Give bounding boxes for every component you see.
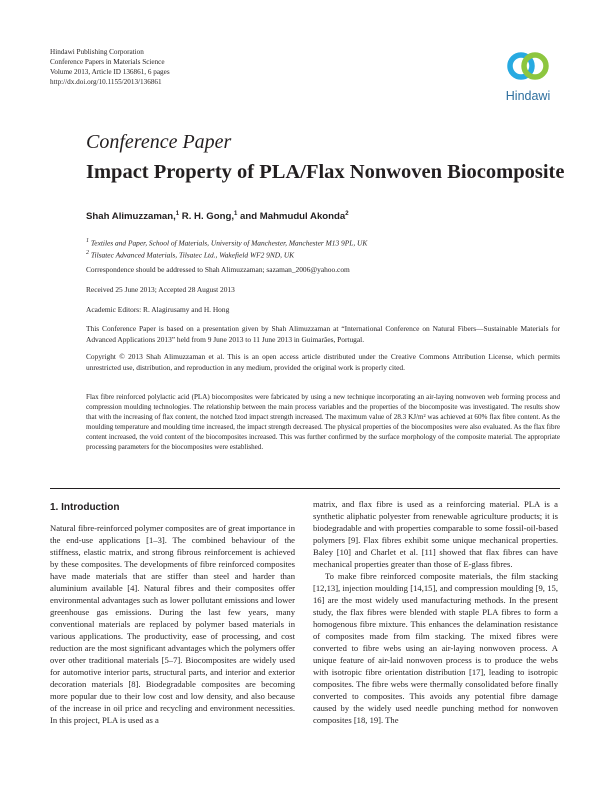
author-3-affil: 2 (345, 211, 349, 217)
volume-line: Volume 2013, Article ID 136861, 6 pages (50, 68, 170, 76)
received-dates: Received 25 June 2013; Accepted 28 August 2013 (86, 285, 235, 294)
conference-note: This Conference Paper is based on a presentation given by Shah Alimuzzaman at “International Conference on Natural Fibers—Sustainable Materials for Advanced Applications 2013” held from 9 June 2013 to 11 June 2013 in Guimarães, Portugal. (86, 324, 560, 344)
doi-link[interactable]: http://dx.doi.org/10.1155/2013/136861 (50, 78, 162, 86)
logo-wordmark: Hindawi (505, 89, 551, 103)
author-1-affil: 1 (175, 211, 180, 217)
abstract: Flax fibre reinforced polylactic acid (PLA) biocomposites were fabricated by using a new technique incorporating an air-laying nonwoven web forming process and compression moulding technologies. The relationship between the main process variables and the properties of the biocomposite was investigated. The results show that with the increasing of flax content, the notched Izod impact strength increased. The maximum value of 28.3 KJ/m² was achieved at 60% flax fibre content. As the moulding temperature and moulding time increased, the impact strength decreased. The physical properties of the biocomposites were also evaluated. As the flax fibre content increased, the void content of the biocomposites increased. This was further confirmed by the surface morphology of the composite material. The appropriate processing parameters for the biocomposites were established. (86, 393, 560, 451)
author-1: Shah Alimuzzaman, (86, 211, 176, 223)
affiliation-1-marker: 1 (86, 238, 89, 244)
affiliation-2 (86, 248, 367, 260)
affiliation-2-marker: 2 (86, 250, 89, 257)
intro-paragraph-2: To make fibre reinforced composite materials, the film stacking [12,13], injection moulding [14,15], and compression moulding [9, 15, 16] are the most widely used manufacturing methods. In the present study, the flax fibres were blended with staple PLA fibres to form a homogenous fibre mixture. This enhances the delamination resistance of composites made from film stacking. The mixed fibres were converted to fibre webs using an air-laying nonwoven process. A unique feature of air-laid nonwoven process is to produce the webs with isotropic fibre orientation distribution [17], leading to isotropic composites. The fibre webs were thermally consolidated before finally converted to composites. This avoids any potential fibre damage caused by the widely used needle punching method for nonwoven composites [18, 19]. The (313, 571, 558, 725)
affiliation-1 (86, 236, 367, 248)
correspondence: Correspondence should be addressed to Shah Alimuzzaman; sazaman_2006@yahoo.com (86, 265, 350, 274)
hindawi-logo-icon (496, 46, 560, 104)
paper-type: Conference Paper (86, 131, 232, 153)
left-column (50, 522, 295, 726)
paper-title: Impact Property of PLA/Flax Nonwoven Biocomposite (86, 161, 565, 183)
hindawi-logo (496, 46, 560, 104)
section-divider (50, 488, 560, 489)
affiliation-2-text: Tilsatec Advanced Materials, Tilsatec Ltd., Wakefield WF2 9ND, UK (90, 250, 295, 260)
author-list (86, 211, 349, 222)
journal-line: Conference Papers in Materials Science (50, 58, 165, 66)
academic-editors: Academic Editors: R. Alagirusamy and H. Hong (86, 305, 230, 314)
intro-paragraph-1: Natural fibre-reinforced polymer composites are of great importance in the end-use applications [1–3]. The combined behaviour of the stiffness, elastic matrix, and strong fibrous reinforcement is achieved by these composites. The developments of fibre reinforced composites have made materials that are stiffer than steel and harder than aluminium available [4]. Natural fibres and their composites offer environmental advantages such as lower pollutant emissions and lower greenhouse gas emissions. During the last few years, many conventional materials are replaced by polymer based materials in various applications. The productivity, ease of processing, and cost reduction are the most significant advantages which the polymers offer over other traditional materials [5–7]. Biocomposites are widely used for automotive interior parts, structural parts, and interior and exterior decoration materials [8]. Biodegradable composites are becoming more popular due to their low cost and low density, and also because of the increase in oil price and recycling and environment necessities. In this project, PLA is used as a (50, 523, 295, 725)
journal-header (50, 47, 170, 87)
publisher-line: Hindawi Publishing Corporation (50, 48, 144, 56)
intro-paragraph-1-cont: matrix, and flax fibre is used as a reinforcing material. PLA is a synthetic aliphatic polyester from renewable agriculture products; it is biodegradable and with properties comparable to some fossil-oil-based polymers [9]. Flax fibres exhibit some unique mechanical properties. Baley [10] and Charlet et al. [11] showed that flax fibres can have mechanical properties greater than those of E-glass fibres. (313, 499, 558, 569)
author-3: and Mahmudul Akonda (240, 211, 346, 223)
author-2: R. H. Gong, (181, 211, 234, 223)
section-heading: 1. Introduction (50, 502, 120, 513)
affiliations (86, 236, 367, 261)
right-column (313, 498, 558, 726)
copyright-notice: Copyright © 2013 Shah Alimuzzaman et al. This is an open access article distributed under the Creative Commons Attribution License, which permits unrestricted use, distribution, and reproduction in any medium, provided the original work is properly cited. (86, 352, 560, 372)
affiliation-1-text: Textiles and Paper, School of Materials, University of Manchester, Manchester M13 9PL, UK (90, 238, 368, 248)
author-2-affil: 1 (234, 211, 238, 217)
